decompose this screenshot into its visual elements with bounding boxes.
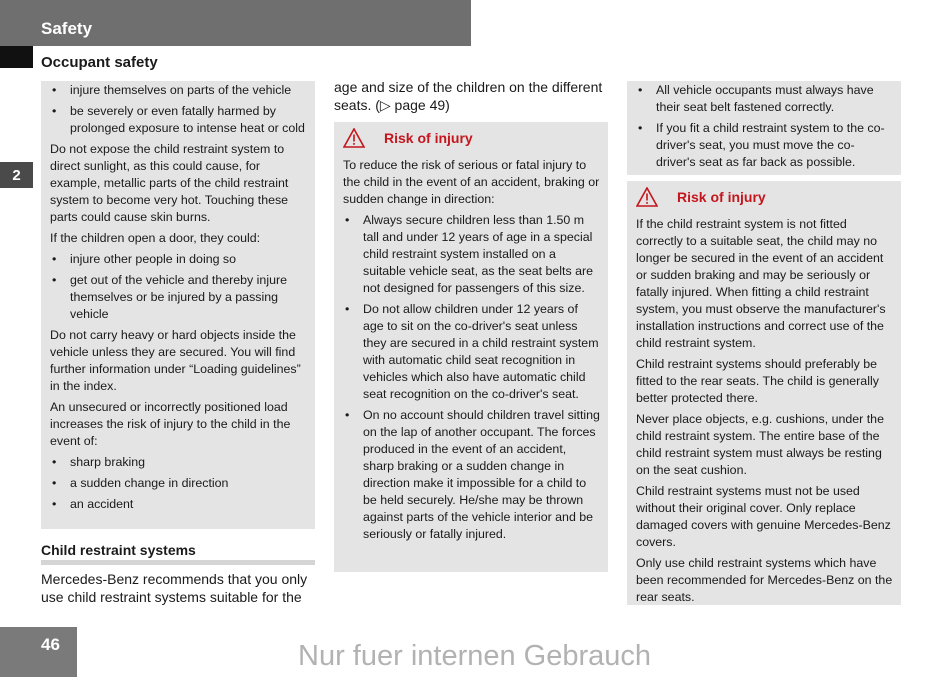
list-item: • an accident (50, 496, 307, 513)
warning-heading (343, 128, 600, 148)
paragraph: Do not carry heavy or hard objects inside the vehicle unless they are secured. You will find further information under “Loading guidelines” in the index. (50, 328, 301, 393)
list-item: • Do not allow children under 12 years of age to sit on the co-driver's seat unless they are secured in a child restraint system with automatic child seat recognition in vehicles which also have automatic child seat recognition on the co-driver's seat. (343, 301, 600, 403)
paragraph: An unsecured or incorrectly positioned load increases the risk of injury to the child in the event of: (50, 400, 291, 448)
list-item: • Always secure children less than 1.50 m tall and under 12 years of age in a special child restraint system installed on a suitable vehicle seat, as the seat belts are not designed for passengers of this size. (343, 212, 600, 297)
body-text: Mercedes-Benz recommends that you only use child restraint systems suitable for the (41, 571, 308, 605)
paragraph: Never place objects, e.g. cushions, under the child restraint system. The entire base of the child restraint system must always be resting on the seat cushion. (636, 412, 884, 477)
warning-heading (636, 187, 893, 207)
paragraph: Do not expose the child restraint system to direct sunlight, as this could cause, for example, metallic parts of the child restraint system to become very hot. Touching these parts could cause skin burns. (50, 142, 289, 224)
list-item: • be severely or even fatally harmed by prolonged exposure to intense heat or cold (50, 103, 307, 137)
chapter-title: Safety (41, 19, 93, 38)
section-marker (0, 46, 33, 68)
body-text-continued: age and size of the children on the different seats. (▷ page 49) (334, 79, 603, 113)
chapter-number-tab: 2 (0, 162, 33, 188)
paragraph: Child restraint systems should preferably be fitted to the rear seats. The child is generally better protected there. (636, 357, 879, 405)
col3-info-box (627, 81, 901, 175)
injury-list (50, 82, 307, 137)
list-item: • injure themselves on parts of the vehicle (50, 82, 307, 99)
list-item: • All vehicle occupants must always have their seat belt fastened correctly. (636, 82, 893, 116)
warning-box (334, 122, 608, 572)
subheading-rule (41, 560, 315, 565)
section-title: Occupant safety (41, 54, 158, 71)
warning-title: Risk of injury (677, 188, 766, 205)
event-list (50, 454, 307, 513)
warning-title: Risk of injury (384, 129, 473, 146)
paragraph: If the child restraint system is not fitted correctly to a suitable seat, the child may no longer be secured in the event of an accident or sudden braking and may be seriously or fatally injured. When fitting a child restraint system, you must observe the manufacturer's installation instructions and correct use of the child restraint system. (636, 217, 886, 350)
warning-text: To reduce the risk of serious or fatal injury to the child in the event of an accident, braking or sudden change in direction: (343, 158, 600, 206)
subheading-child-restraint-systems: Child restraint systems (41, 542, 196, 558)
warning-triangle-icon (636, 187, 658, 207)
warning-box-2 (627, 181, 901, 605)
list-item: • sharp braking (50, 454, 307, 471)
list-item: • If you fit a child restraint system to the co-driver's seat, you must move the co-driver's seat as far back as possible. (636, 120, 893, 171)
list-item: • a sudden change in direction (50, 475, 307, 492)
list-item: • On no account should children travel sitting on the lap of another occupant. The forces produced in the event of an accident, sharp braking or a sudden change in direction make it impossible for a child to be held securely. He/she may be thrown against parts of the vehicle interior and be seriously or fatally injured. (343, 407, 600, 543)
paragraph: If the children open a door, they could: (50, 231, 261, 245)
warning-list (343, 212, 600, 543)
paragraph: Child restraint systems must not be used without their original cover. Only replace damaged covers with genuine Mercedes-Benz covers. (636, 484, 891, 549)
watermark: Nur fuer internen Gebrauch (298, 640, 652, 672)
door-risk-list (50, 251, 307, 323)
page-number: 46 (0, 627, 77, 677)
paragraph: Only use child restraint systems which have been recommended for Mercedes-Benz on the rear seats. (636, 556, 893, 604)
warning-triangle-icon (343, 128, 365, 148)
list-item: • injure other people in doing so (50, 251, 307, 268)
list-item: • get out of the vehicle and thereby injure themselves or be injured by a passing vehicle (50, 272, 307, 323)
seat-belt-list (636, 82, 893, 171)
col1-info-box (41, 81, 315, 529)
